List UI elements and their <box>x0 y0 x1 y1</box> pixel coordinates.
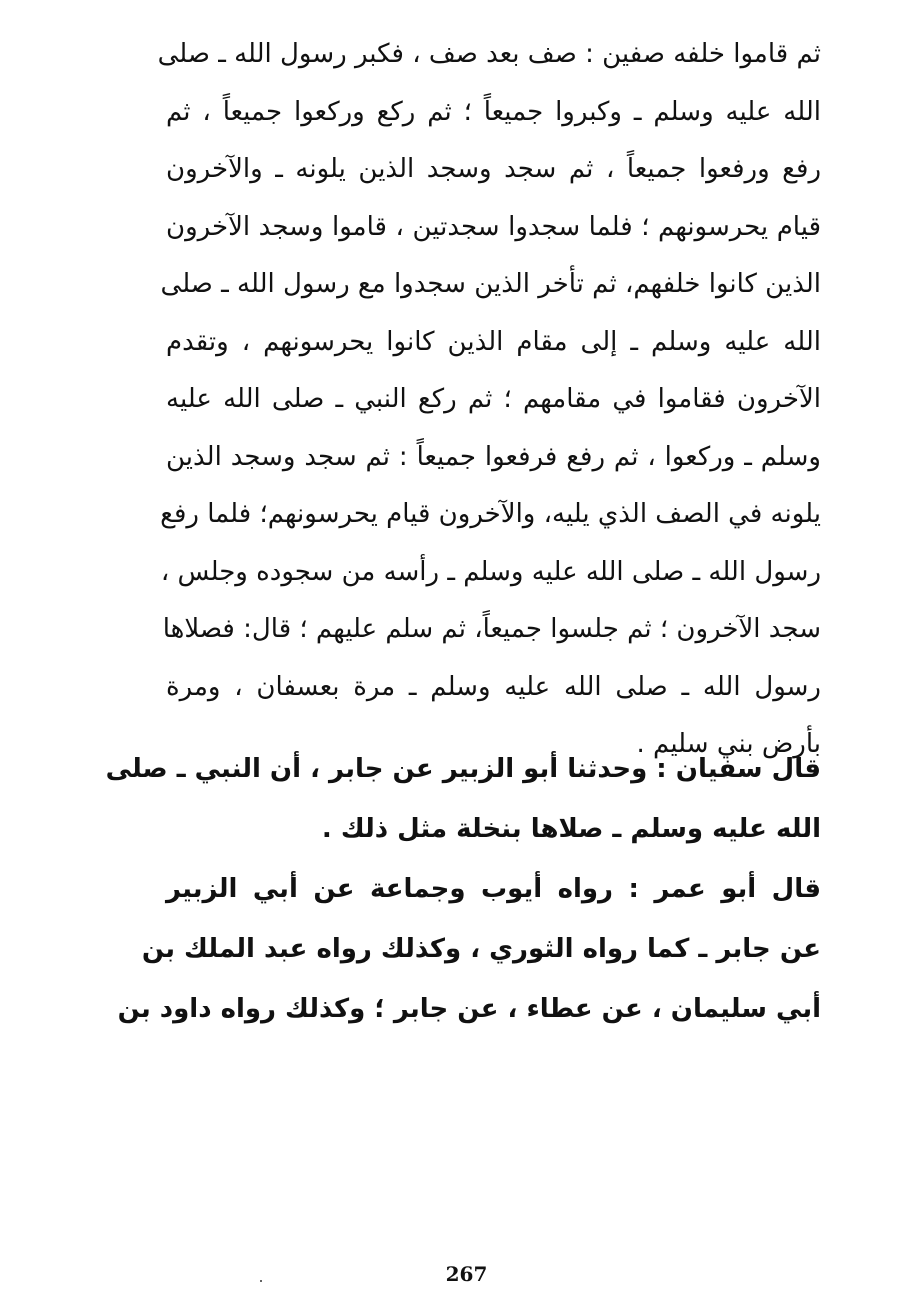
text-line: وسلم ـ وركعوا ، ثم رفع فرفعوا جميعاً : ثم سجد وسجد الذين <box>166 441 821 472</box>
text-line: قال أبو عمر : رواه أيوب وجماعة عن أبي الزبير <box>166 874 821 904</box>
text-line: أبي سليمان ، عن عطاء ، عن جابر ؛ وكذلك رواه داود بن <box>117 994 821 1024</box>
paragraph-sufyan <box>105 753 821 873</box>
text-line: قيام يحرسونهم ؛ فلما سجدوا سجدتين ، قاموا وسجد الآخرون <box>166 211 821 242</box>
text-line: بأرض بني سليم . <box>636 729 821 759</box>
scan-speck <box>260 1280 262 1282</box>
text-line: رفع ورفعوا جميعاً ، ثم سجد وسجد الذين يلونه ـ والآخرون <box>166 154 821 184</box>
text-line: الله عليه وسلم ـ صلاها بنخلة مثل ذلك . <box>321 814 821 844</box>
text-line: الله عليه وسلم ـ إلى مقام الذين كانوا يحرسونهم ، وتقدم <box>166 326 821 357</box>
text-line: رسول الله ـ صلى الله عليه وسلم ـ رأسه من سجوده وجلس ، <box>160 556 821 587</box>
text-line: الآخرون فقاموا في مقامهم ؛ ثم ركع النبي ـ صلى الله عليه <box>166 384 821 414</box>
page-number: 267 <box>445 1262 488 1286</box>
text-line: الذين كانوا خلفهم، ثم تأخر الذين سجدوا مع رسول الله ـ صلى <box>160 269 821 299</box>
paragraph-main <box>157 38 821 786</box>
text-line: رسول الله ـ صلى الله عليه وسلم ـ مرة بعسفان ، ومرة <box>166 671 821 702</box>
text-line: يلونه في الصف الذي يليه، والآخرون قيام يحرسونهم؛ فلما رفع <box>160 499 821 529</box>
text-line: عن جابر ـ كما رواه الثوري ، وكذلك رواه عبد الملك بن <box>141 934 821 964</box>
text-line: الله عليه وسلم ـ وكبروا جميعاً ؛ ثم ركع وركعوا جميعاً ، ثم <box>166 96 821 127</box>
text-line: ثم قاموا خلفه صفين : صف بعد صف ، فكبر رسول الله ـ صلى <box>157 39 821 69</box>
text-line: قال سفيان : وحدثنا أبو الزبير عن جابر ، أن النبي ـ صلى <box>105 754 821 784</box>
text-line: سجد الآخرون ؛ ثم جلسوا جميعاً، ثم سلم عليهم ؛ قال: فصلاها <box>162 614 821 644</box>
paragraph-abu-umar <box>117 873 821 1053</box>
